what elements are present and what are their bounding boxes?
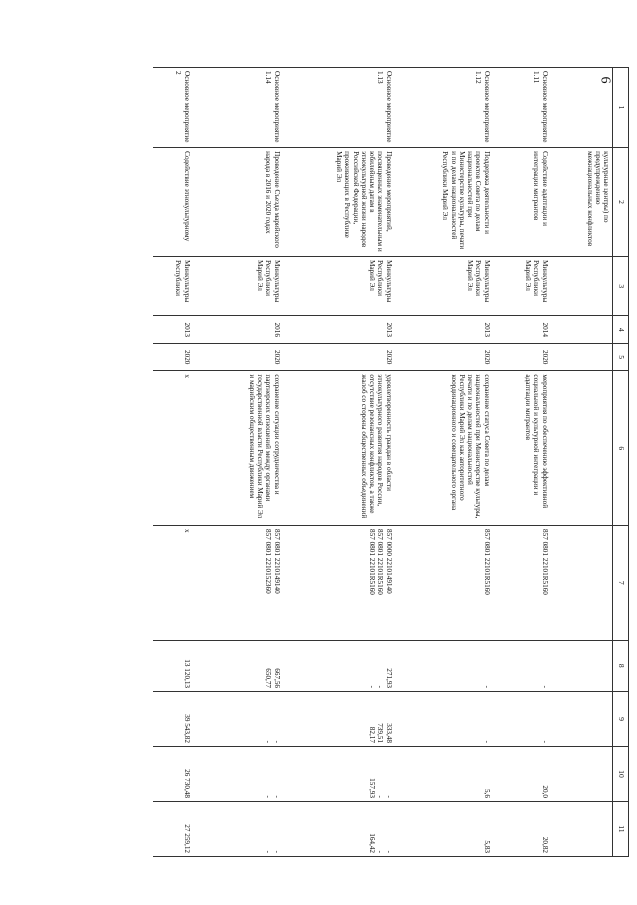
table-cell-col3: Минкультуры Республики Марий Эл [395,256,493,316]
table-cell-col5: 2020 [493,343,551,370]
table-cell-col8: 13 120,13 [153,640,193,692]
header-row [613,68,629,857]
table-cell-col2: культурные центры) по предупреждению межнациональных конфликтов [551,148,613,257]
table-cell-col3 [551,256,613,316]
table-cell-col6: сохранение ситуации сотрудничества и партнерских отношений между органами государственной власти Республики Марий Эл и марийским общественным движением [193,371,283,526]
table-cell-col9: 39 543,82 [153,692,193,747]
col-header: 5 [613,343,629,370]
table-cell-col9: - [493,692,551,747]
col-header: 7 [613,526,629,641]
table-cell-col3: Минкультуры Республики Марий Эл [193,256,283,316]
program-table [153,67,629,857]
table-cell-col7: 857 0801 2210149140 857 0801 2210152360 [193,526,283,641]
col-header: 6 [613,371,629,526]
table-cell-col9: 333,48 739,51 82,17 [283,692,395,747]
table-cell-col10: - - [193,746,283,801]
table-cell-col4: 2013 [283,316,395,343]
table-cell-col6: мероприятия по обеспечению эффективной социальной и культурной интеграции и адаптации мигрантов [493,371,551,526]
table-row [493,68,551,857]
table-cell-col3: Минкультуры Республики Марий Эл [283,256,395,316]
table-row [551,68,613,857]
table-cell-col6: сохранение статуса Совета по делам национальностей при Министерстве культуры, печати и по делам национальностей Республики Марий Эл как авторитетного координационного и совещательного органа [395,371,493,526]
table-cell-col10 [551,746,613,801]
table-cell-col5: 2020 [193,343,283,370]
table-cell-col4: 2016 [193,316,283,343]
table-body [153,68,613,857]
table-cell-col5 [551,343,613,370]
table-cell-col9 [551,692,613,747]
table-cell-col4: 2014 [493,316,551,343]
table-cell-col1: Основное мероприятие 1.14 [193,68,283,148]
table-cell-col7: 857 0801 22101R5160 [395,526,493,641]
table-cell-col1: Основное мероприятие 1.11 [493,68,551,148]
table-cell-col7: 857 0000 2210149140 857 0801 22101R5160 857 0801 22101R5160 [283,526,395,641]
table-cell-col6: х [153,371,193,526]
table-cell-col2: Проведение Съезда марийского народа в 2016 и 2020 годах [193,148,283,257]
col-header: 4 [613,316,629,343]
table-cell-col9: - [395,692,493,747]
table-cell-col4 [551,316,613,343]
table-cell-col1: Основное мероприятие 1.13 [283,68,395,148]
table-cell-col3: Минкультуры Республики Марий Эл [493,256,551,316]
table-cell-col11: - - 164,42 [283,801,395,856]
table-cell-col5: 2020 [283,343,395,370]
table-cell-col8: 271,93 - - [283,640,395,692]
table-cell-col11: 5,83 [395,801,493,856]
table-cell-col6 [551,371,613,526]
table-cell-col8: 667,56 650,77 [193,640,283,692]
table-cell-col5: 2020 [395,343,493,370]
table-cell-col2: Поддержка деятельности и проектов Совета по делам национальностей при Министерстве культуры, печати и по делам национальностей Республики Марий Эл [395,148,493,257]
table-cell-col3: Минкультуры Республики [153,256,193,316]
table-cell-col11: 20,82 [493,801,551,856]
page-number: 6 [597,76,613,84]
table-cell-col4: 2013 [395,316,493,343]
table-cell-col8: - [395,640,493,692]
table-cell-col11: - - [193,801,283,856]
table-cell-col10: - - 157,93 [283,746,395,801]
table-cell-col1: Основное мероприятие 1.12 [395,68,493,148]
table-cell-col7: х [153,526,193,641]
table-cell-col10: 5,6 [395,746,493,801]
table-cell-col11 [551,801,613,856]
table-cell-col7: 857 0801 22101R5160 [493,526,551,641]
table-cell-col1: Основное мероприятие 2 [153,68,193,148]
table-cell-col10: 20,0 [493,746,551,801]
table-cell-col10: 26 730,48 [153,746,193,801]
table-cell-col2: Содействие этнокультурному [153,148,193,257]
col-header: 10 [613,746,629,801]
col-header: 2 [613,148,629,257]
table-cell-col4: 2013 [153,316,193,343]
col-header: 1 [613,68,629,148]
table-cell-col6: удовлетворенность граждан в области этнокультурного развития народов России, отсутствие резонансных конфликтов, а также жалоб со стороны общественных объединений [283,371,395,526]
col-header: 9 [613,692,629,747]
table-cell-col1 [551,68,613,148]
table-row [395,68,493,857]
table-row [193,68,283,857]
col-header: 3 [613,256,629,316]
table-cell-col8 [551,640,613,692]
table-cell-col7 [551,526,613,641]
table-row [283,68,395,857]
col-header: 11 [613,801,629,856]
table-cell-col2: Проведение мероприятий, посвященных знаменательным и юбилейным датам в этнокультурной жизни народов Российской Федерации, проживающих в Республике Марий Эл [283,148,395,257]
table-cell-col5: 2020 [153,343,193,370]
table-cell-col11: 27 259,12 [153,801,193,856]
table-cell-col2: Содействие адаптации и интеграции мигрантов [493,148,551,257]
col-header: 8 [613,640,629,692]
table-row [153,68,193,857]
table-cell-col8: - [493,640,551,692]
table-cell-col9: - - [193,692,283,747]
